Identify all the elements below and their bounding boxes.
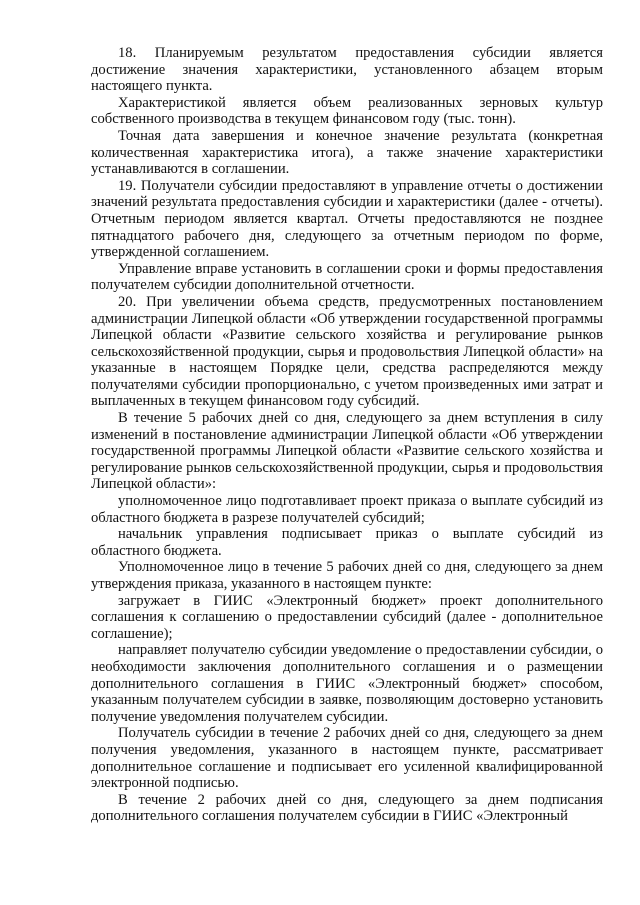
paragraph-within-5-days: В течение 5 рабочих дней со дня, следующего за днем вступления в силу изменений в постановление администрации Липецкой области «Об утверждении государственной программы Липецкой области «Развитие сельского хозяйства и регулирование рынков сельскохозяйственной продукции, сырья и продовольствия Липецкой области»: bbox=[91, 410, 603, 493]
document-page bbox=[91, 45, 603, 825]
paragraph-20-funds-increase: 20. При увеличении объема средств, предусмотренных постановлением администрации Липецкой области «Об утверждении государственной программы Липецкой области «Развитие сельского хозяйства и регулирование рынков сельскохозяйственной продукции, сырья и продовольствия Липецкой области» на указанные в настоящем Порядке цели, средства распределяются между получателями субсидии пропорционально, с учетом произведенных ими затрат и выплаченных в текущем финансовом году субсидий. bbox=[91, 293, 603, 410]
paragraph-upload-agreement: загружает в ГИИС «Электронный бюджет» проект дополнительного соглашения к соглашению о предоставлении субсидий (далее - дополнительное соглашение); bbox=[91, 592, 603, 642]
paragraph-within-2-days: В течение 2 рабочих дней со дня, следующего за днем подписания дополнительного соглашения получателем субсидии в ГИИС «Электронный bbox=[91, 791, 603, 825]
paragraph-18-result: 18. Планируемым результатом предоставления субсидии является достижение значения характеристики, установленного абзацем вторым настоящего пункта. bbox=[91, 45, 603, 95]
paragraph-completion-date: Точная дата завершения и конечное значение результата (конкретная количественная характеристика итога), а также значение характеристики устанавливаются в соглашении. bbox=[91, 127, 603, 178]
paragraph-characteristic: Характеристикой является объем реализованных зерновых культур собственного производства в текущем финансовом году (тыс. тонн). bbox=[91, 94, 603, 128]
paragraph-19-reports: 19. Получатели субсидии предоставляют в управление отчеты о достижении значений результата предоставления субсидии и характеристики (далее - отчеты). Отчетным периодом является квартал. Отчеты предоставляются не позднее пятнадцатого рабочего дня, следующего за отчетным периодом по форме, утвержденной соглашением. bbox=[91, 177, 603, 261]
paragraph-send-notification: направляет получателю субсидии уведомление о предоставлении субсидии, о необходимости заключения дополнительного соглашения и о размещении дополнительного соглашения в ГИИС «Электронный бюджет» способом, указанным получателем субсидии в заявке, позволяющим достоверно установить получение уведомления получателем субсидии. bbox=[91, 642, 603, 725]
paragraph-additional-reporting: Управление вправе установить в соглашении сроки и формы предоставления получателем субсидии дополнительной отчетности. bbox=[91, 260, 603, 294]
paragraph-prepare-order: уполномоченное лицо подготавливает проект приказа о выплате субсидий из областного бюджета в разрезе получателей субсидий; bbox=[91, 493, 603, 526]
paragraph-recipient-review: Получатель субсидии в течение 2 рабочих дней со дня, следующего за днем получения уведомления, указанного в настоящем пункте, рассматривает дополнительное соглашение и подписывает его усиленной квалифицированной электронной подписью. bbox=[91, 725, 603, 792]
paragraph-authorized-person: Уполномоченное лицо в течение 5 рабочих дней со дня, следующего за днем утверждения приказа, указанного в настоящем пункте: bbox=[91, 559, 603, 592]
paragraph-sign-order: начальник управления подписывает приказ о выплате субсидий из областного бюджета. bbox=[91, 526, 603, 559]
